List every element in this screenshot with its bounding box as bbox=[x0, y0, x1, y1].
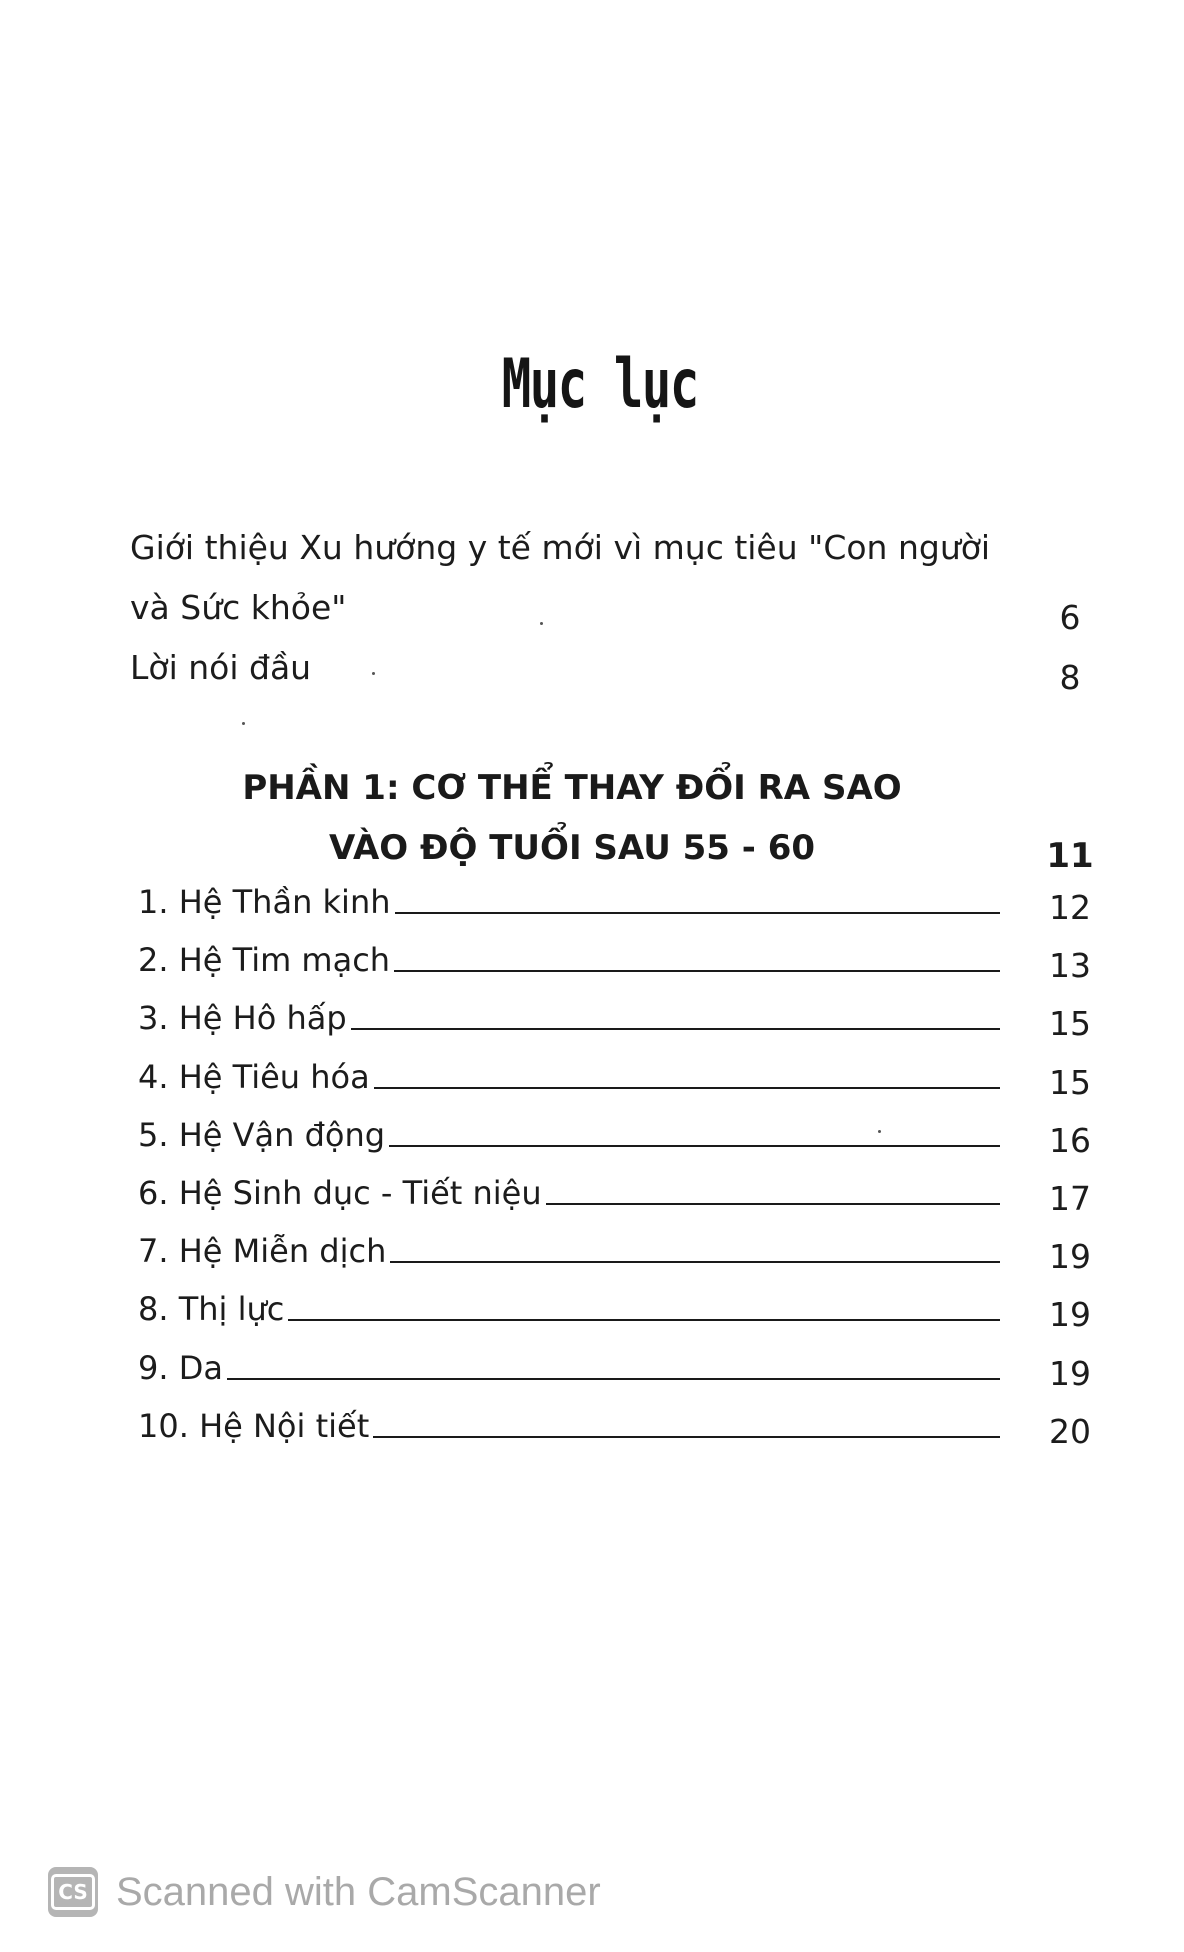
intro-page-number: 6 bbox=[1059, 598, 1081, 637]
toc-entry-row bbox=[138, 994, 1000, 1038]
camscanner-logo-icon bbox=[48, 1867, 98, 1917]
part1-heading-line1: PHẦN 1: CƠ THỂ THAY ĐỔI RA SAO bbox=[242, 768, 902, 808]
toc-entry-row bbox=[138, 1169, 1000, 1213]
toc-entry-page-number: 15 bbox=[1049, 1004, 1091, 1043]
toc-leader-line bbox=[374, 1087, 1000, 1089]
page-title: Mục lục bbox=[501, 345, 698, 424]
intro-entry-line2: và Sức khỏe" bbox=[130, 588, 347, 627]
toc-entry-label: 10. Hệ Nội tiết bbox=[138, 1407, 370, 1445]
toc-entry-label: 3. Hệ Hô hấp bbox=[138, 999, 347, 1037]
toc-leader-line bbox=[373, 1436, 1000, 1438]
toc-leader-line bbox=[546, 1203, 1000, 1205]
toc-entry-page-number: 20 bbox=[1049, 1412, 1091, 1451]
scan-speck bbox=[242, 722, 245, 725]
toc-entry-page-number: 19 bbox=[1049, 1295, 1091, 1334]
toc-entry-label: 1. Hệ Thần kinh bbox=[138, 883, 391, 921]
toc-entry-page-number: 19 bbox=[1049, 1237, 1091, 1276]
toc-entry-row bbox=[138, 1344, 1000, 1388]
toc-leader-line bbox=[394, 970, 1000, 972]
camscanner-watermark bbox=[48, 1862, 601, 1922]
toc-leader-line bbox=[390, 1261, 1000, 1263]
intro-entry-line1: Giới thiệu Xu hướng y tế mới vì mục tiêu "Con người bbox=[130, 528, 991, 567]
scan-speck bbox=[878, 1130, 881, 1133]
toc-entry-page-number: 12 bbox=[1049, 888, 1091, 927]
toc-entry-page-number: 15 bbox=[1049, 1063, 1091, 1102]
toc-leader-line bbox=[389, 1145, 1000, 1147]
toc-entry-row bbox=[138, 1402, 1000, 1446]
scan-speck bbox=[540, 622, 543, 625]
scan-speck bbox=[372, 672, 375, 675]
toc-entry-page-number: 19 bbox=[1049, 1354, 1091, 1393]
toc-entry-row bbox=[138, 936, 1000, 980]
toc-entry-label: 6. Hệ Sinh dục - Tiết niệu bbox=[138, 1174, 542, 1212]
toc-entry-row bbox=[138, 1285, 1000, 1329]
toc-leader-line bbox=[227, 1378, 1000, 1380]
toc-entry-row bbox=[138, 878, 1000, 922]
toc-entry-label: 9. Da bbox=[138, 1349, 223, 1387]
toc-leader-line bbox=[351, 1028, 1000, 1030]
part1-page-number: 11 bbox=[1046, 836, 1094, 876]
preface-entry: Lời nói đầu bbox=[130, 648, 312, 687]
toc-entry-label: 4. Hệ Tiêu hóa bbox=[138, 1058, 370, 1096]
toc-entry-page-number: 17 bbox=[1049, 1179, 1091, 1218]
toc-leader-line bbox=[395, 912, 1001, 914]
camscanner-logo-text: CS bbox=[51, 1874, 95, 1910]
toc-entry-row bbox=[138, 1111, 1000, 1155]
part1-heading-line2: VÀO ĐỘ TUỔI SAU 55 - 60 bbox=[328, 828, 816, 868]
toc-entry-label: 5. Hệ Vận động bbox=[138, 1116, 386, 1154]
watermark-text: Scanned with CamScanner bbox=[116, 1869, 601, 1914]
toc-entry-label: 8. Thị lực bbox=[138, 1290, 285, 1328]
toc-entry-label: 2. Hệ Tim mạch bbox=[138, 941, 391, 979]
toc-entry-page-number: 13 bbox=[1049, 946, 1091, 985]
toc-leader-line bbox=[288, 1319, 1000, 1321]
toc-entry-label: 7. Hệ Miễn dịch bbox=[138, 1232, 387, 1270]
toc-entry-row bbox=[138, 1053, 1000, 1097]
preface-page-number: 8 bbox=[1059, 658, 1081, 697]
toc-entry-page-number: 16 bbox=[1049, 1121, 1091, 1160]
toc-entry-row bbox=[138, 1227, 1000, 1271]
